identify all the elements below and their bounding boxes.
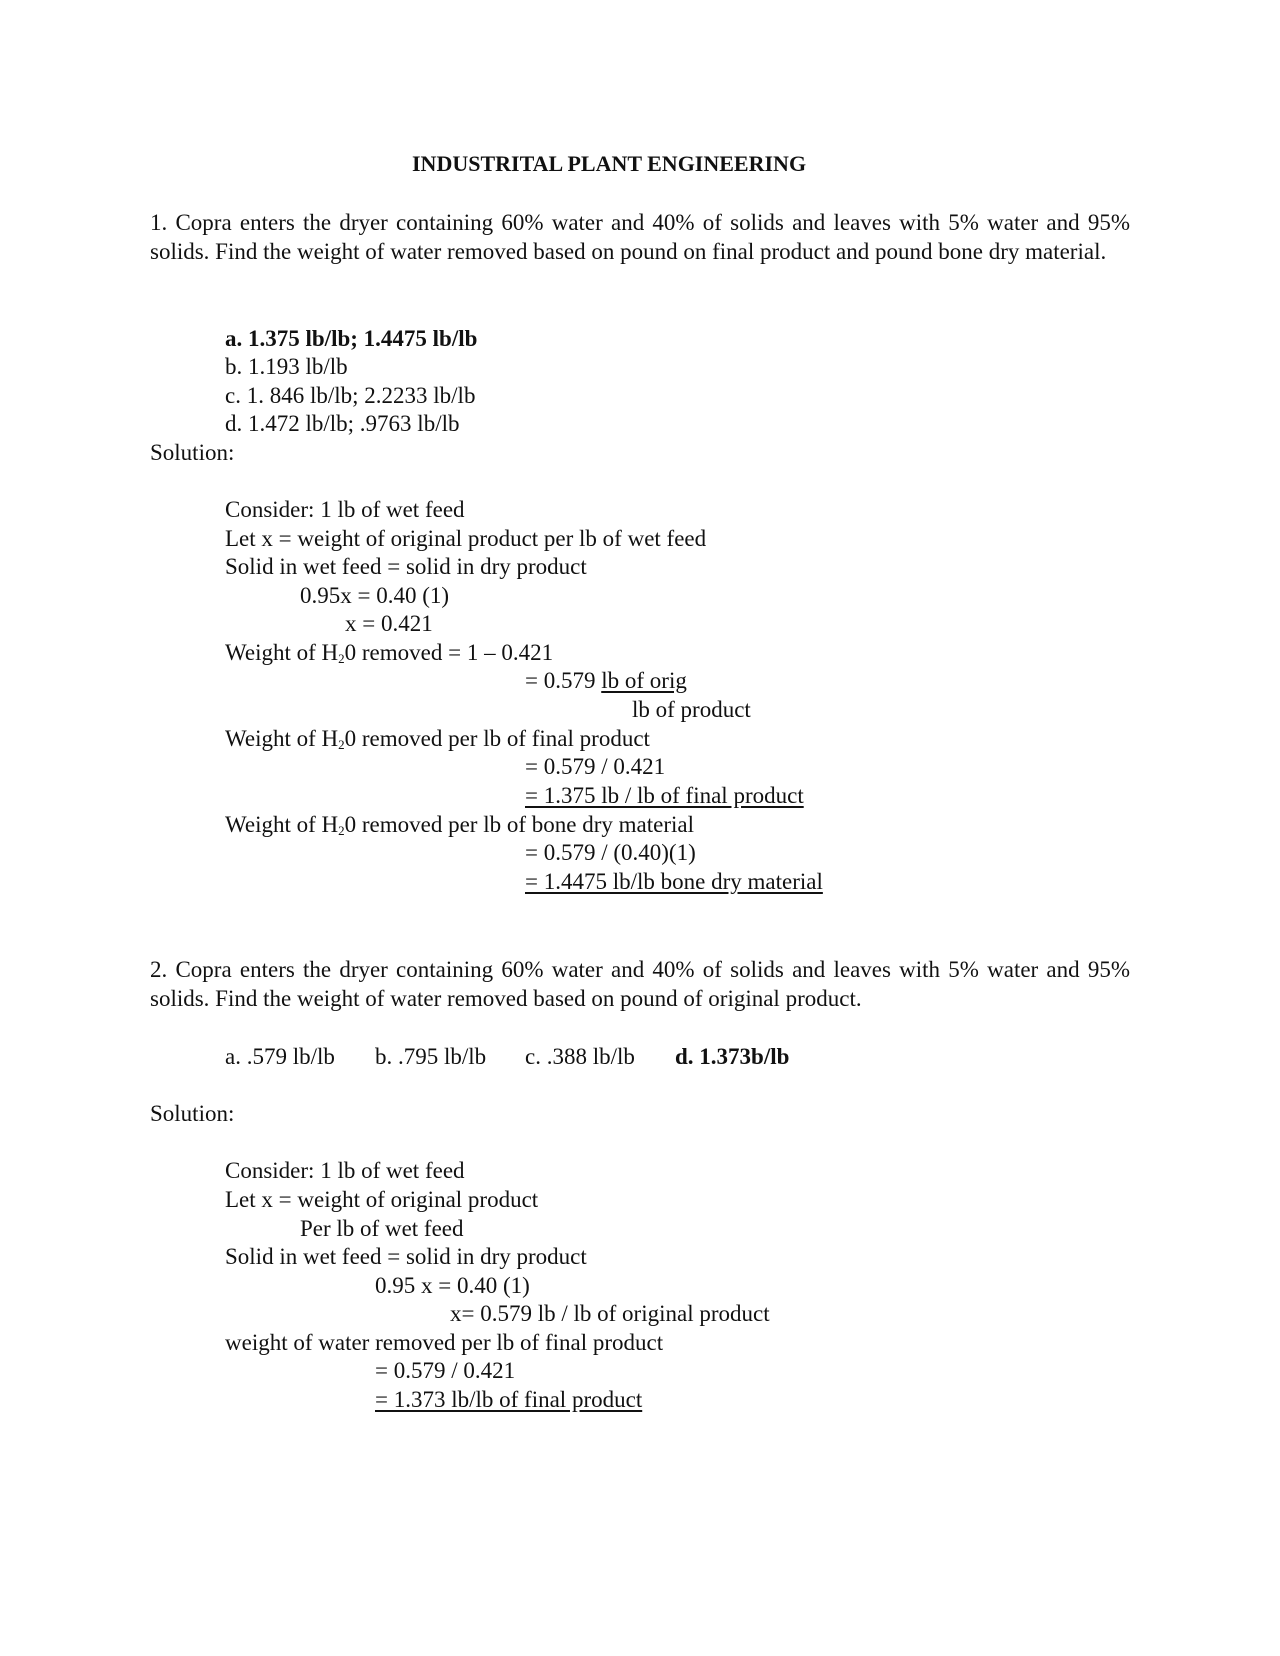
q1-solution-line: lb of product [632,697,751,722]
q1-solution-line: Let x = weight of original product per lb of wet feed [225,526,707,551]
q1-solution-label: Solution: [150,440,235,465]
q1-solution-line: = 0.579 / 0.421 [525,754,666,779]
question-1-text: 1. Copra enters the dryer containing 60% water and 40% of solids and leaves with 5% water and 95% solids. Find the weight of water removed based on pound on final product and pound bone dry material. [150,210,1130,264]
q2-solution-line: Per lb of wet feed [300,1216,464,1241]
q2-solution-line: 0.95 x = 0.40 (1) [375,1273,530,1298]
q1-solution-line: Solid in wet feed = solid in dry product [225,554,587,579]
q2-solution-line: Let x = weight of original product [225,1187,539,1212]
q1-solution-line: Weight of $H_20$ removed per lb of final product [225,726,650,752]
q1-option-d: d. 1.472 lb/lb; .9763 lb/lb [225,411,460,436]
q2-solution-line: weight of water removed per lb of final product [225,1330,664,1355]
q1-solution-line: 0.95x = 0.40 (1) [300,583,450,608]
q2-solution-line: x= 0.579 lb / lb of original product [450,1301,770,1326]
q1-option-c: c. 1. 846 lb/lb; 2.2233 lb/lb [225,383,476,408]
q2-answer-final-product: = 1.373 lb/lb of final product [375,1387,643,1412]
q1-solution-line: = 0.579 lb of orig [525,668,687,693]
q2-option-b: b. .795 lb/lb [375,1044,487,1069]
q2-option-c: c. .388 lb/lb [525,1044,635,1069]
q2-solution-line: Solid in wet feed = solid in dry product [225,1244,587,1269]
q2-solution-line: Consider: 1 lb of wet feed [225,1158,465,1183]
q2-option-d: d. 1.373b/lb [675,1044,790,1069]
question-2-text: 2. Copra enters the dryer containing 60% water and 40% of solids and leaves with 5% water and 95% solids. Find the weight of water removed based on pound of original product. [150,957,1130,1011]
q1-solution-line: Weight of $H_20$ removed per lb of bone dry material [225,812,694,838]
q1-answer-final-product: = 1.375 lb / lb of final product [525,783,804,808]
q1-option-b: b. 1.193 lb/lb [225,354,348,379]
q2-option-a: a. .579 lb/lb [225,1044,335,1069]
q2-solution-line: = 0.579 / 0.421 [375,1358,516,1383]
q1-answer-bone-dry: = 1.4475 lb/lb bone dry material [525,869,823,894]
q1-solution-line: Weight of $H_20$ removed = 1 – 0.421 [225,640,554,666]
page-title: INDUSTRITAL PLANT ENGINEERING [412,151,807,176]
q2-solution-label: Solution: [150,1101,235,1126]
q1-solution-line: = 0.579 / (0.40)(1) [525,840,696,865]
q1-solution-line: x = 0.421 [345,611,433,636]
q1-solution-line: Consider: 1 lb of wet feed [225,497,465,522]
q1-option-a: a. 1.375 lb/lb; 1.4475 lb/lb [225,326,478,351]
